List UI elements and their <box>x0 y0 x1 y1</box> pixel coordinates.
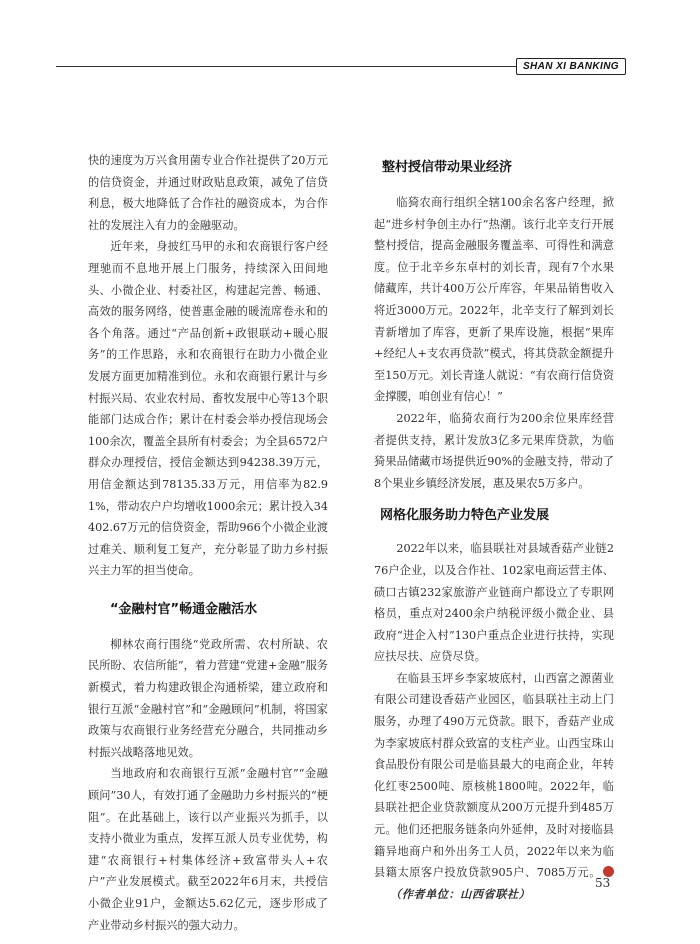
left-column <box>88 150 328 936</box>
right-paragraph-1: 临猗农商行组织全辖100余名客户经理，掀起“进乡村争创主办行”热潮。该行北辛支行开展整村授信，提高金融服务覆盖率、可得性和满意度。位于北辛乡东卓村的刘长青，现有7个水果储藏库，共计400万公斤库容，年果品销售收入将近3000万元。2022年，北辛支行了解到刘长青新增加了库容，更新了果库设施，根据“果库+经纪人+支农再贷款”模式，将其贷款金额提升至150万元。刘长青逢人就说：“有农商行信贷资金撑腰，咱创业有信心！” <box>374 196 614 404</box>
right-paragraph-4 <box>374 668 614 906</box>
right-paragraph-3: 2022年以来，临县联社对县域香菇产业链276户企业，以及合作社、102家电商运营主体、碛口古镇232家旅游产业链商户都设立了专职网格员，重点对2400余户纳税评级小微企业、县政府“进企入村”130户重点企业进行扶持，实现应扶尽扶、应贷尽贷。 <box>374 542 614 664</box>
author-affiliation: （作者单位：山西省联社） <box>390 886 531 901</box>
left-section-heading: “金融村官”畅通金融活水 <box>110 601 258 617</box>
left-paragraph-4: 当地政府和农商银行互派“金融村官”“金融顾问”30人，有效打通了金融助力乡村振兴的“梗阻”。在此基础上，该行以产业振兴为抓手，以支持小微业为重点，发挥互派人员专业优势，构建“农商银行+村集体经济+致富带头人+农户”产业发展模式。截至2022年6月末，共授信小微企业91户，金额达5.62亿元，逐步形成了产业带动乡村振兴的强大动力。 <box>88 767 328 932</box>
page-number: 53 <box>595 876 611 890</box>
left-paragraph-1: 快的速度为万兴食用菌专业合作社提供了20万元的信贷资金，并通过财政贴息政策，减免了信贷利息，极大地降低了合作社的融资成本，为合作社的发展注入有力的金融驱动。 <box>88 154 328 232</box>
right-section-heading-2: 网格化服务助力特色产业发展 <box>380 508 550 524</box>
right-paragraph-2: 2022年，临猗农商行为200余位果库经营者提供支持，累计发放3亿多元果库贷款，为临猗果品储藏市场提供近90%的金融支持，带动了8个果业乡镇经济发展，惠及果农5万多户。 <box>374 411 614 490</box>
right-paragraph-4-text: 在临县玉坪乡李家坡底村，山西富之源菌业有限公司建设香菇产业园区，临县联社主动上门服务，办理了490万元贷款。眼下，香菇产业成为李家坡底村群众致富的支柱产业。山西宝珠山食品股份有限公司是临县最大的电商企业，年转化红枣2500吨、原核桃1800吨。2022年，临县联社把企业贷款额度从200万元提升到485万元。他们还把服务链条向外延伸，及时对接临县籍异地商户和外出务工人员，2022年以来为临县籍太原客户投放贷款905户、7085万元。 <box>374 671 614 880</box>
left-paragraph-3: 柳林农商行围绕“党政所需、农村所缺、农民所盼、农信所能”，着力营建“党建+金融”服务新模式，着力构建政银企沟通桥梁，建立政府和银行互派“金融村官”和“金融顾问”机制，将国家政策与农商银行业务经营充分融合，共同推动乡村振兴战略落地见效。 <box>88 637 328 759</box>
right-section-heading-1: 整村授信带动果业经济 <box>382 160 513 175</box>
journal-header-label: SHAN XI BANKING <box>516 58 626 75</box>
right-column <box>374 154 614 905</box>
left-paragraph-2: 近年来，身披红马甲的永和农商银行客户经理驰而不息地开展上门服务，持续深入田间地头、小微企业、村委社区，构建起完善、畅通、高效的服务网络，使普惠金融的暖流席卷永和的各个角落。通过“产品创新+政银联动+暖心服务”的工作思路，永和农商银行在助力小微企业发展方面更加精准到位。永和农商银行累计与乡村振兴局、农业农村局、畜牧发展中心等13个职能部门达成合作；累计在村委会举办授信现场会100余次，覆盖全县所有村委会；为全县6572户群众办理授信，授信金额达到94238.39万元，用信金额达到78135.33万元，用信率为82.91%，带动农户户均增收1000余元；累计投入34402.67万元的信贷资金，帮助966个小微企业渡过难关、顺利复工复产，充分彰显了助力乡村振兴主力军的担当使命。 <box>88 240 329 578</box>
